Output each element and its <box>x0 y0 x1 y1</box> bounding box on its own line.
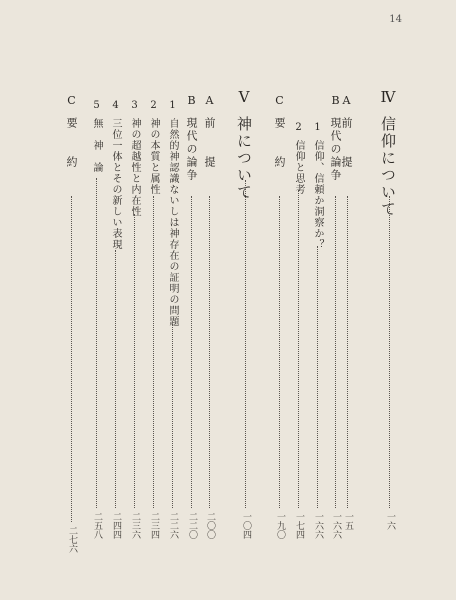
ch5-section-a <box>204 94 215 169</box>
chapter-5-heading <box>236 88 251 201</box>
ch5-b-item-1-leader <box>172 324 173 508</box>
chapter-5-title: 神について <box>235 116 253 201</box>
chapter-5-numeral: Ⅴ <box>235 88 253 108</box>
ch5-b-item-5 <box>91 100 101 173</box>
chapter-4-title: 信仰について <box>379 116 397 218</box>
ch5-b-item-1-page: 二二六 <box>168 512 178 539</box>
ch5-section-a-page: 二〇〇 <box>205 512 215 539</box>
ch4-section-a-mark: A <box>340 94 353 109</box>
ch5-b-item-1-title: 自然的神認識ないしは神存在の証明の問題 <box>167 118 178 327</box>
chapter-4-page: 一六 <box>385 512 395 530</box>
ch4-b-item-1-page: 一六六 <box>313 512 323 539</box>
ch4-section-b-page: 一六六 <box>331 512 341 539</box>
chapter-5-leader <box>245 180 246 508</box>
ch5-b-item-3-page: 二三六 <box>130 512 140 539</box>
ch5-section-a-mark: A <box>203 94 216 109</box>
ch5-section-a-title: 前 提 <box>203 117 216 169</box>
ch5-section-a-leader <box>209 196 210 508</box>
ch4-b-item-1 <box>312 122 322 250</box>
ch4-b-item-1-title: 信仰、信頼か洞察か？ <box>312 140 323 250</box>
ch5-section-b <box>186 94 197 182</box>
ch5-b-item-3-title: 神の超越性と内在性 <box>129 118 140 217</box>
ch4-b-item-1-mark: 1 <box>312 122 323 134</box>
chapter-4-numeral: Ⅳ <box>379 88 397 108</box>
ch4-b-item-1-leader <box>317 246 318 508</box>
ch4-b-item-2-page: 一七四 <box>294 512 304 539</box>
ch5-b-item-2-page: 二三四 <box>149 512 159 539</box>
ch4-section-a-title: 前 提 <box>340 117 353 169</box>
ch5-b-item-5-title: 無 神 論 <box>91 118 102 173</box>
ch4-section-c-title: 要 約 <box>273 117 286 169</box>
ch5-b-item-3 <box>129 100 139 217</box>
ch5-b-item-4-title: 三位一体とその新しい表現 <box>110 118 121 250</box>
chapter-5-page: 一〇四 <box>241 512 251 539</box>
ch4-section-a <box>341 94 352 169</box>
ch5-section-c-page: 二七六 <box>67 526 77 553</box>
ch5-b-item-2-leader <box>153 196 154 508</box>
ch4-b-item-2-leader <box>298 190 299 508</box>
ch4-section-b <box>330 94 341 182</box>
ch5-b-item-4-leader <box>115 250 116 508</box>
ch5-section-b-title: 現代の論争 <box>185 117 198 182</box>
ch5-b-item-2-title: 神の本質と属性 <box>148 118 159 195</box>
ch5-section-c-title: 要 約 <box>65 117 78 169</box>
ch4-section-b-title: 現代の論争 <box>329 117 342 182</box>
ch5-b-item-4-page: 二四四 <box>111 512 121 539</box>
ch5-b-item-2-mark: 2 <box>148 100 159 112</box>
ch5-section-b-page: 二二〇 <box>187 512 197 539</box>
ch5-b-item-4 <box>110 100 120 250</box>
ch5-section-c-leader <box>71 196 72 522</box>
ch5-b-item-5-mark: 5 <box>91 100 102 112</box>
ch5-b-item-3-mark: 3 <box>129 100 140 112</box>
ch4-section-b-leader <box>335 196 336 508</box>
ch5-b-item-2 <box>148 100 158 195</box>
ch4-b-item-2-mark: 2 <box>293 122 304 134</box>
ch5-b-item-5-leader <box>96 178 97 508</box>
ch5-b-item-3-leader <box>134 214 135 508</box>
ch4-section-a-leader <box>347 196 348 508</box>
ch5-section-c-mark: C <box>65 94 78 109</box>
ch4-section-a-page: 一五 <box>343 512 353 530</box>
ch5-section-b-leader <box>191 196 192 508</box>
ch4-section-c <box>274 94 285 169</box>
ch5-section-c <box>66 94 77 169</box>
ch4-section-b-mark: B <box>329 94 342 109</box>
chapter-4-heading <box>380 88 395 218</box>
ch5-section-b-mark: B <box>185 94 198 109</box>
ch5-b-item-5-page: 二五八 <box>92 512 102 539</box>
ch4-section-c-leader <box>279 196 280 508</box>
ch4-b-item-2-title: 信仰と思考 <box>293 140 304 195</box>
chapter-4-leader <box>389 196 390 508</box>
page-number: 14 <box>389 14 402 25</box>
ch5-b-item-4-mark: 4 <box>110 100 121 112</box>
ch4-b-item-2 <box>293 122 303 195</box>
ch4-section-c-page: 一九〇 <box>275 512 285 539</box>
ch5-b-item-1 <box>167 100 177 327</box>
ch4-section-c-mark: C <box>273 94 286 109</box>
ch5-b-item-1-mark: 1 <box>167 100 178 112</box>
